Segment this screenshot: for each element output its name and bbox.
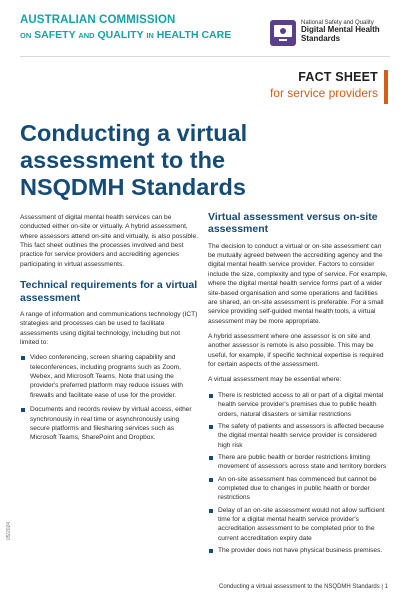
list-item: Video conferencing, screen sharing capability and teleconferences, including programs such as Zoom, Webex, and Microsoft Teams. Note that using the provider's preferred platform may reduce issues with firewalls and facilitate ease of use for the provider. [20, 353, 200, 400]
logo-word-health-care: HEALTH CARE [156, 28, 232, 41]
essential-intro: A virtual assessment may be essential where: [208, 376, 342, 384]
technical-requirements-paragraph: A range of information and communications technology (ICT) strategies and processes can be used to facilitate assessments using digital technology, including but not limited to: [20, 310, 198, 346]
document-code: 05/2024 [6, 521, 12, 540]
commission-logo-line1: AUSTRALIAN COMMISSION [20, 14, 176, 26]
commission-logo-line2 [20, 30, 231, 41]
intro-paragraph: Assessment of digital mental health services can be conducted either on-site or virtually. A hybrid assessment, where assessors attend on-site and virtually, is also possible. This fact sheet outlines the processes involved and best practice for service providers and accrediting agencies participating in virtual assessments. [20, 214, 198, 268]
list-item: There are public health or border restrictions limiting movement of assessors across state and territory borders [208, 453, 388, 472]
decision-paragraph: The decision to conduct a virtual or on-site assessment can be mutually agreed between the accrediting agency and the digital mental health service provider. Factors to consider include the size, complexity and type of service. For example, where the digital mental health service forms part of a wider site-based organisation and some operations and facilities are shared, an on-site assessment is preferable. For a small service providing self-guided mental health tools, a virtual assessment may be more appropriate. [208, 242, 388, 325]
digital-health-icon [270, 20, 296, 46]
standards-logo-line2: Standards [301, 33, 341, 43]
logo-word-and: AND [78, 30, 95, 40]
list-item: The safety of patients and assessors is affected because the digital mental health service provider is considered high risk [208, 422, 388, 450]
list-item: There is restricted access to all or part of a digital mental health service provider's premises due to public health orders, natural disasters or similar restrictions [208, 391, 388, 419]
technical-requirements-list [20, 353, 200, 442]
standards-logo-small: National Safety and Quality [301, 20, 374, 26]
commission-logo [20, 15, 231, 40]
fact-sheet-accent-bar [384, 70, 388, 104]
right-column [208, 211, 388, 559]
header-divider [20, 56, 390, 57]
list-item: An on-site assessment has commenced but cannot be completed due to changes in public health or border restrictions [208, 475, 388, 503]
logo-word-quality: QUALITY [97, 28, 144, 41]
fact-sheet-title: FACT SHEET [298, 70, 378, 84]
hybrid-paragraph: A hybrid assessment where one assessor is on site and another assessor is remote is also possible. This may be useful, for example, if specific technical expertise is required for certain aspects of the assessment. [208, 332, 384, 369]
fact-sheet-label [270, 70, 378, 100]
left-column [20, 213, 200, 448]
logo-word-in: IN [146, 30, 154, 40]
page-footer: Conducting a virtual assessment to the NSQDMH Standards | 1 [219, 584, 388, 590]
essential-conditions-list [208, 391, 388, 556]
virtual-vs-onsite-heading: Virtual assessment versus on-site assessment [208, 211, 378, 236]
logo-word-safety: SAFETY [34, 28, 76, 41]
logo-word-on: ON [20, 30, 32, 40]
list-item: Delay of an on-site assessment would not allow sufficient time for a digital mental health service provider's accreditation assessment to be completed prior to the current accreditation expiry date [208, 506, 388, 543]
page-title: Conducting a virtual assessment to the NSQDMH Standards [20, 120, 248, 201]
page-header [0, 0, 410, 60]
list-item: Documents and records review by virtual access, either synchronously in real time or asynchronously using secure platforms and filesharing services such as Microsoft Teams, SharePoint and Dropbox. [20, 405, 200, 442]
technical-requirements-heading: Technical requirements for a virtual assessment [20, 279, 198, 304]
standards-logo-text [301, 20, 410, 43]
standards-logo-line1: Digital Mental Health [301, 25, 380, 35]
fact-sheet-subtitle: for service providers [269, 86, 378, 100]
list-item: The provider does not have physical business premises. [208, 546, 388, 555]
